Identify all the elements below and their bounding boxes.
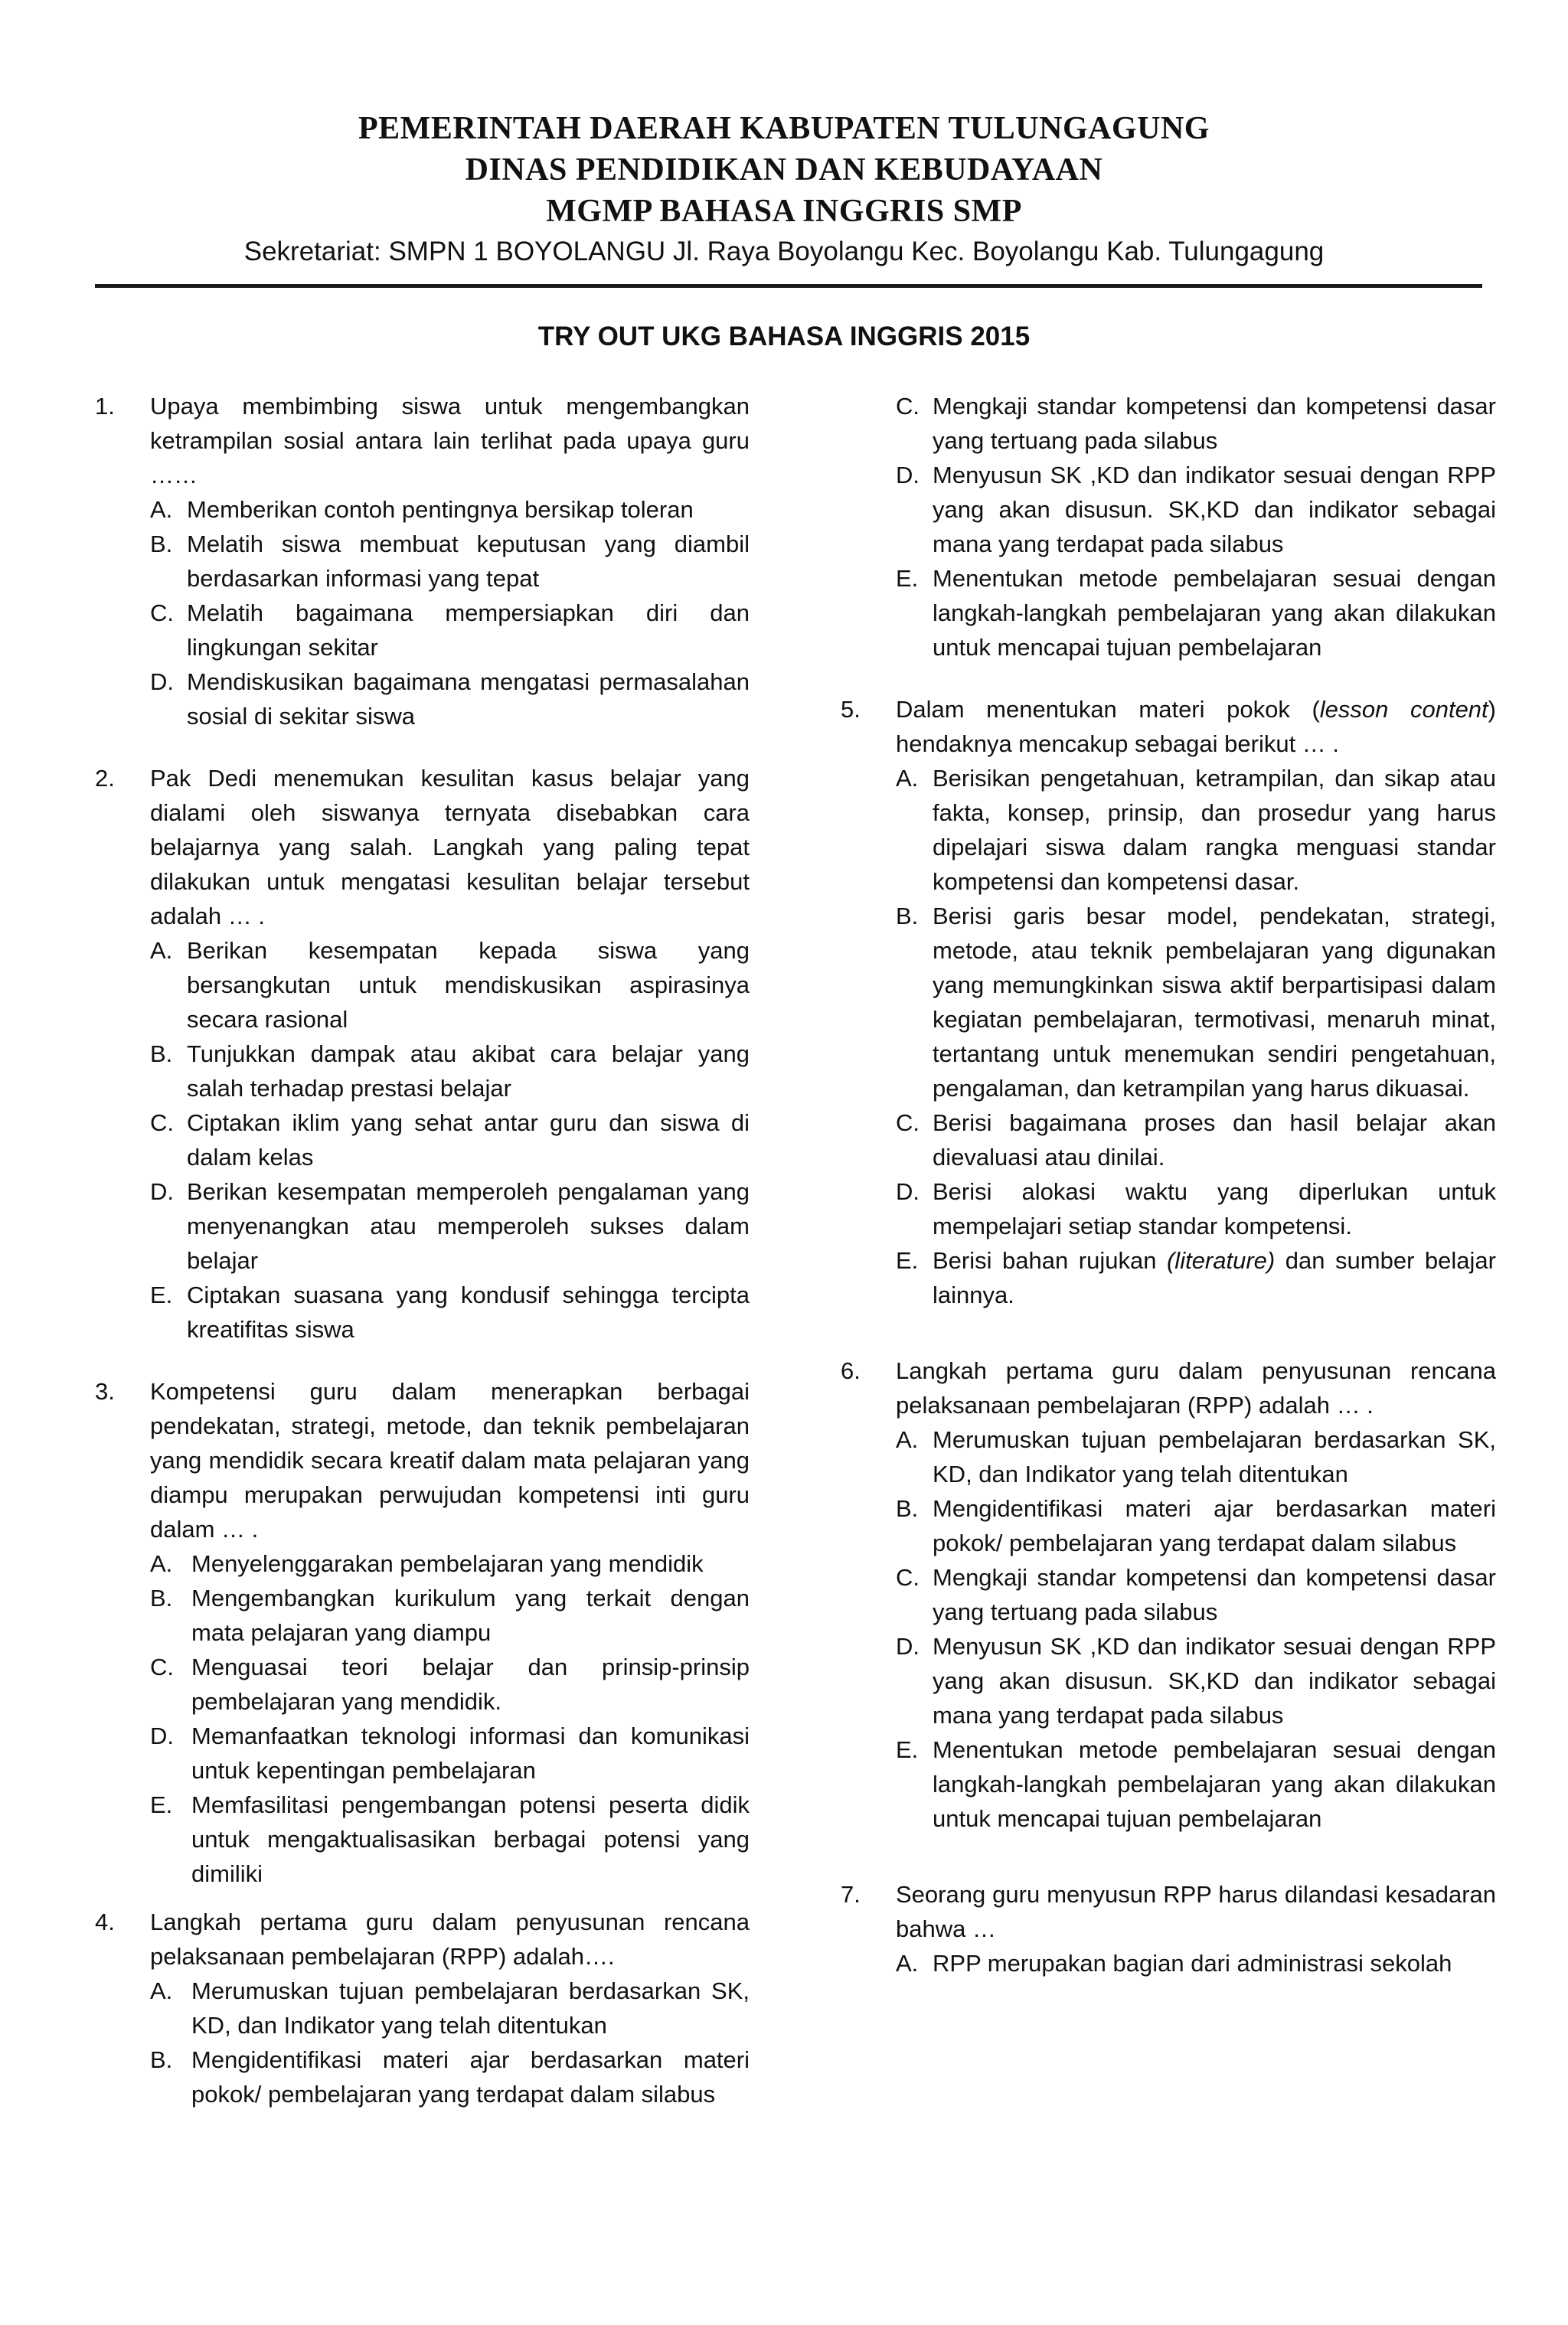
question-number: 6. xyxy=(841,1357,861,1384)
option-label: D. xyxy=(896,462,920,488)
question-text: Upaya membimbing siswa untuk mengembangkan ketrampilan sosial antara lain terlihat pada upaya guru …… xyxy=(150,393,750,488)
document-title: TRY OUT UKG BAHASA INGGRIS 2015 xyxy=(537,322,1031,351)
question-text: Langkah pertama guru dalam penyusunan rencana pelaksanaan pembelajaran (RPP) adalah … . xyxy=(896,1357,1496,1419)
question-text-start: Dalam menentukan materi pokok ( xyxy=(896,696,1320,723)
option-label: B. xyxy=(150,1040,173,1067)
option-label: C. xyxy=(896,393,920,420)
question-text: Pak Dedi menemukan kesulitan kasus belajar yang dialami oleh siswanya ternyata disebabkan cara belajarnya yang salah. Langkah yang paling tepat dilakukan untuk mengatasi kesulitan belajar tersebut adalah … . xyxy=(150,765,750,929)
option-label: B. xyxy=(896,1495,919,1522)
option-label: C. xyxy=(150,1654,174,1680)
option-e xyxy=(150,1278,750,1347)
option-d xyxy=(896,1629,1496,1732)
option-text: Menentukan metode pembelajaran sesuai dengan langkah-langkah pembelajaran yang akan dilakukan untuk mencapai tujuan pembelajaran xyxy=(933,565,1496,661)
question-7 xyxy=(841,1877,1496,1980)
header-divider xyxy=(95,284,1482,288)
question-text-italic: lesson content xyxy=(1319,696,1488,723)
option-d xyxy=(896,458,1496,561)
option-label: A. xyxy=(150,1977,173,2004)
option-b xyxy=(150,2043,750,2111)
option-label: D. xyxy=(896,1178,920,1205)
question-1 xyxy=(95,389,750,733)
option-text-italic: (literature) xyxy=(1166,1247,1276,1274)
option-text: RPP merupakan bagian dari administrasi sekolah xyxy=(933,1950,1452,1977)
option-text-start: Berisi bahan rujukan xyxy=(933,1247,1167,1274)
option-label: E. xyxy=(150,1791,173,1818)
option-text: Tunjukkan dampak atau akibat cara belajar yang salah terhadap prestasi belajar xyxy=(187,1040,750,1102)
option-label: D. xyxy=(150,1178,174,1205)
option-label: E. xyxy=(896,565,919,592)
question-number: 5. xyxy=(841,696,861,723)
option-label: C. xyxy=(896,1109,920,1136)
question-3 xyxy=(95,1374,750,1891)
option-e xyxy=(896,561,1496,665)
option-text: Mengkaji standar kompetensi dan kompetensi dasar yang tertuang pada silabus xyxy=(933,1564,1496,1625)
option-c xyxy=(896,1105,1496,1174)
question-number: 2. xyxy=(95,765,115,792)
option-text: Memberikan contoh pentingnya bersikap toleran xyxy=(187,496,694,523)
option-text: Berikan kesempatan kepada siswa yang bersangkutan untuk mendiskusikan aspirasinya secara rasional xyxy=(187,937,750,1033)
option-text: Berisi alokasi waktu yang diperlukan untuk mempelajari setiap standar kompetensi. xyxy=(933,1178,1496,1239)
header-line-3: MGMP BAHASA INGGRIS SMP xyxy=(546,194,1022,229)
question-4 xyxy=(95,1905,750,2111)
option-a xyxy=(896,761,1496,899)
option-label: C. xyxy=(896,1564,920,1591)
question-5 xyxy=(841,692,1496,1312)
option-text: Menentukan metode pembelajaran sesuai dengan langkah-langkah pembelajaran yang akan dilakukan untuk mencapai tujuan pembelajaran xyxy=(933,1736,1496,1832)
option-c xyxy=(150,596,750,665)
option-label: A. xyxy=(150,1550,173,1577)
question-text: Kompetensi guru dalam menerapkan berbagai pendekatan, strategi, metode, dan teknik pembelajaran yang mendidik secara kreatif dalam mata pelajaran yang diampu merupakan perwujudan kompetensi inti guru dalam … . xyxy=(150,1378,750,1543)
option-text-end: dan sumber belajar lainnya. xyxy=(933,1247,1496,1308)
question-number: 1. xyxy=(95,393,115,420)
question-number: 7. xyxy=(841,1881,861,1908)
question-text: Seorang guru menyusun RPP harus dilandasi kesadaran bahwa … xyxy=(896,1881,1496,1942)
option-label: A. xyxy=(896,1950,919,1977)
option-d xyxy=(896,1174,1496,1243)
secretariat-line: Sekretariat: SMPN 1 BOYOLANGU Jl. Raya Boyolangu Kec. Boyolangu Kab. Tulungagung xyxy=(243,237,1325,266)
question-2 xyxy=(95,761,750,1347)
question-6 xyxy=(841,1354,1496,1836)
option-text: Menyelenggarakan pembelajaran yang mendidik xyxy=(191,1550,704,1577)
right-column xyxy=(841,389,1496,2008)
option-a xyxy=(150,1974,750,2043)
option-label: B. xyxy=(150,2046,173,2073)
header-line-2: DINAS PENDIDIKAN DAN KEBUDAYAAN xyxy=(465,152,1103,188)
option-d xyxy=(150,665,750,733)
option-label: D. xyxy=(150,668,174,695)
option-b xyxy=(896,1491,1496,1560)
option-a xyxy=(896,1946,1496,1980)
option-b xyxy=(150,527,750,596)
option-text: Memfasilitasi pengembangan potensi peserta didik untuk mengaktualisasikan berbagai potensi yang dimiliki xyxy=(191,1791,750,1887)
option-a xyxy=(150,492,750,527)
option-text: Menyusun SK ,KD dan indikator sesuai dengan RPP yang akan disusun. SK,KD dan indikator sebagai mana yang terdapat pada silabus xyxy=(933,1633,1496,1729)
option-e xyxy=(896,1732,1496,1836)
option-label: C. xyxy=(150,599,174,626)
question-number: 4. xyxy=(95,1909,115,1935)
option-b xyxy=(896,899,1496,1105)
option-label: A. xyxy=(896,765,919,792)
option-b xyxy=(150,1037,750,1105)
option-text: Merumuskan tujuan pembelajaran berdasarkan SK, KD, dan Indikator yang telah ditentukan xyxy=(933,1426,1496,1487)
option-label: B. xyxy=(896,903,919,929)
option-label: D. xyxy=(896,1633,920,1660)
option-label: B. xyxy=(150,531,173,557)
option-label: E. xyxy=(150,1282,173,1308)
left-column xyxy=(95,389,750,2139)
option-label: A. xyxy=(150,937,173,964)
option-c xyxy=(896,1560,1496,1629)
option-text: Menyusun SK ,KD dan indikator sesuai dengan RPP yang akan disusun. SK,KD dan indikator sebagai mana yang terdapat pada silabus xyxy=(933,462,1496,557)
question-text xyxy=(896,692,1496,761)
option-d xyxy=(150,1719,750,1788)
option-text: Berisi bagaimana proses dan hasil belajar akan dievaluasi atau dinilai. xyxy=(933,1109,1496,1171)
option-text: Ciptakan iklim yang sehat antar guru dan siswa di dalam kelas xyxy=(187,1109,750,1171)
question-number: 3. xyxy=(95,1378,115,1405)
question-4-continued xyxy=(841,389,1496,665)
option-e xyxy=(896,1243,1496,1312)
option-label: E. xyxy=(896,1736,919,1763)
question-text-end: ) hendaknya mencakup sebagai berikut … . xyxy=(896,696,1496,757)
option-label: B. xyxy=(150,1585,173,1611)
option-text: Mendiskusikan bagaimana mengatasi permasalahan sosial di sekitar siswa xyxy=(187,668,750,730)
option-a xyxy=(150,933,750,1037)
option-b xyxy=(150,1581,750,1650)
option-text: Melatih bagaimana mempersiapkan diri dan lingkungan sekitar xyxy=(187,599,750,661)
option-label: A. xyxy=(896,1426,919,1453)
option-d xyxy=(150,1174,750,1278)
option-text: Berikan kesempatan memperoleh pengalaman yang menyenangkan atau memperoleh sukses dalam belajar xyxy=(187,1178,750,1274)
option-text: Ciptakan suasana yang kondusif sehingga tercipta kreatifitas siswa xyxy=(187,1282,750,1343)
option-text: Mengkaji standar kompetensi dan kompetensi dasar yang tertuang pada silabus xyxy=(933,393,1496,454)
option-text: Menguasai teori belajar dan prinsip-prinsip pembelajaran yang mendidik. xyxy=(191,1654,750,1715)
option-a xyxy=(896,1422,1496,1491)
option-e xyxy=(150,1788,750,1891)
option-a xyxy=(150,1546,750,1581)
option-label: D. xyxy=(150,1723,174,1749)
option-text: Memanfaatkan teknologi informasi dan komunikasi untuk kepentingan pembelajaran xyxy=(191,1723,750,1784)
question-text: Langkah pertama guru dalam penyusunan rencana pelaksanaan pembelajaran (RPP) adalah…. xyxy=(150,1909,750,1970)
option-text xyxy=(933,1243,1496,1312)
option-c xyxy=(896,389,1496,458)
option-text: Berisikan pengetahuan, ketrampilan, dan sikap atau fakta, konsep, prinsip, dan prosedur yang harus dipelajari siswa dalam rangka menguasi standar kompetensi dan kompetensi dasar. xyxy=(933,765,1496,895)
option-text: Mengidentifikasi materi ajar berdasarkan materi pokok/ pembelajaran yang terdapat dalam silabus xyxy=(933,1495,1496,1556)
header-line-1: PEMERINTAH DAERAH KABUPATEN TULUNGAGUNG xyxy=(358,111,1210,146)
option-text: Mengembangkan kurikulum yang terkait dengan mata pelajaran yang diampu xyxy=(191,1585,750,1646)
option-text: Berisi garis besar model, pendekatan, strategi, metode, atau teknik pembelajaran yang digunakan yang memungkinkan siswa aktif berpartisipasi dalam kegiatan pembelajaran, termotivasi, menaruh minat, tertantang untuk menemukan sendiri pengetahuan, pengalaman, dan ketrampilan yang harus dikuasai. xyxy=(933,903,1496,1102)
option-text: Mengidentifikasi materi ajar berdasarkan materi pokok/ pembelajaran yang terdapat dalam silabus xyxy=(191,2046,750,2108)
option-label: A. xyxy=(150,496,173,523)
option-c xyxy=(150,1650,750,1719)
option-label: C. xyxy=(150,1109,174,1136)
option-text: Melatih siswa membuat keputusan yang diambil berdasarkan informasi yang tepat xyxy=(187,531,750,592)
option-text: Merumuskan tujuan pembelajaran berdasarkan SK, KD, dan Indikator yang telah ditentukan xyxy=(191,1977,750,2039)
option-label: E. xyxy=(896,1247,919,1274)
option-c xyxy=(150,1105,750,1174)
